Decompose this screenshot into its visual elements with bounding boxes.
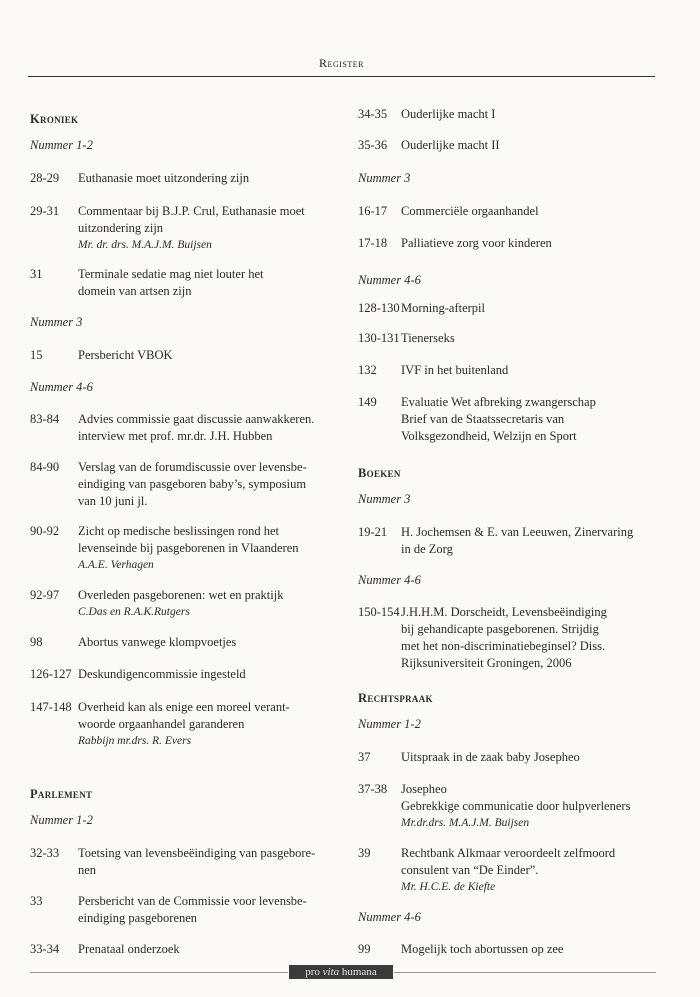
entry-title-line: Rechtbank Alkmaar veroordeelt zelfmoord	[401, 846, 616, 860]
page-range: 147-148	[30, 700, 72, 714]
entry-title-line: Terminale sedatie mag niet louter het	[78, 267, 264, 281]
page-range: 35-36	[358, 138, 388, 152]
register-entry	[358, 203, 658, 220]
entry-title-line: uitzondering zijn	[78, 221, 164, 235]
register-entry	[358, 137, 658, 154]
section-heading: Parlement	[30, 787, 93, 801]
entry-title-line: consulent van “De Einder”.	[401, 863, 539, 877]
issue-label: Nummer 3	[30, 315, 83, 329]
entry-author: Mr. H.C.E. de Kiefte	[401, 881, 496, 893]
register-entry	[30, 587, 330, 621]
page-title: Register	[319, 56, 364, 70]
page-range: 37-38	[358, 782, 388, 796]
page-range: 33-34	[30, 942, 60, 956]
entry-title-line: Persbericht VBOK	[78, 348, 173, 362]
page-range: 128-130	[358, 301, 400, 315]
entry-title-line: Rijksuniversiteit Groningen, 2006	[401, 656, 572, 670]
register-entry	[358, 394, 658, 445]
section-heading: Kroniek	[30, 112, 79, 126]
page-range: 90-92	[30, 524, 60, 538]
issue-label: Nummer 4-6	[358, 910, 421, 924]
issue-label: Nummer 1-2	[30, 138, 93, 152]
page-range: 99	[358, 942, 371, 956]
entry-title-line: Volksgezondheid, Welzijn en Sport	[401, 429, 577, 443]
register-entry	[358, 941, 658, 958]
entry-title-line: Tienerseks	[401, 331, 455, 345]
register-entry	[358, 362, 658, 379]
register-entry	[358, 604, 658, 672]
entry-title-line: Gebrekkige communicatie door hulpverleners	[401, 799, 631, 813]
entry-title-line: Overheid kan als enige een moreel verant-	[78, 700, 290, 714]
entry-title-line: Euthanasie moet uitzondering zijn	[78, 171, 250, 185]
register-entry	[358, 235, 658, 252]
entry-title-line: Mogelijk toch abortussen op zee	[401, 942, 564, 956]
entry-title-line: met het non-discriminatiebeginsel? Diss.	[401, 639, 606, 653]
entry-title-line: Overleden pasgeborenen: wet en praktijk	[78, 588, 284, 602]
page-range: 17-18	[358, 236, 388, 250]
issue-label: Nummer 3	[358, 492, 411, 506]
register-entry	[358, 845, 658, 896]
entry-title-line: Deskundigencommissie ingesteld	[78, 667, 246, 681]
issue-label: Nummer 1-2	[358, 717, 421, 731]
register-entry	[30, 523, 330, 574]
issue-label: Nummer 3	[358, 171, 411, 185]
entry-title-line: Toetsing van levensbeëindiging van pasgebore-	[78, 846, 316, 860]
register-entry	[30, 203, 330, 254]
entry-title-line: Prenataal onderzoek	[78, 942, 180, 956]
register-entry	[358, 781, 658, 832]
entry-title-line: Commentaar bij B.J.P. Crul, Euthanasie moet	[78, 204, 305, 218]
register-entry	[358, 330, 658, 347]
page-range: 28-29	[30, 171, 60, 185]
page-range: 132	[358, 363, 377, 377]
entry-title-line: Palliatieve zorg voor kinderen	[401, 236, 552, 250]
entry-title-line: eindiging pasgeborenen	[78, 911, 198, 925]
entry-title-line: Ouderlijke macht I	[401, 107, 496, 121]
register-entry	[30, 266, 330, 300]
footer-rule-left	[30, 972, 288, 973]
entry-author: C.Das en R.A.K.Rutgers	[78, 606, 190, 618]
entry-title-line: Zicht op medische beslissingen rond het	[78, 524, 280, 538]
register-entry	[30, 845, 330, 879]
entry-title-line: bij gehandicapte pasgeborenen. Strijdig	[401, 622, 599, 636]
register-entry	[358, 524, 658, 558]
entry-title-line: interview met prof. mr.dr. J.H. Hubben	[78, 429, 273, 443]
entry-author: Rabbijn mr.drs. R. Evers	[78, 735, 192, 747]
page-range: 130-131	[358, 331, 400, 345]
entry-title-line: eindiging van pasgeboren baby’s, symposium	[78, 477, 307, 491]
entry-author: Mr. dr. drs. M.A.J.M. Buijsen	[78, 239, 212, 251]
entry-title-line: Abortus vanwege klompvoetjes	[78, 635, 237, 649]
entry-title-line: J.H.H.M. Dorscheidt, Levensbeëindiging	[401, 605, 607, 619]
footer-rule-right	[394, 972, 656, 973]
register-entry	[30, 347, 330, 364]
section-heading: Boeken	[358, 466, 401, 480]
entry-author: Mr.dr.drs. M.A.J.M. Buijsen	[401, 817, 530, 829]
entry-title-line: in de Zorg	[401, 542, 453, 556]
footer-journal-name: pro vita humana	[289, 965, 393, 979]
page-range: 29-31	[30, 204, 60, 218]
page-range: 34-35	[358, 107, 388, 121]
register-entry	[30, 893, 330, 927]
register-entry	[30, 411, 330, 445]
register-entry	[358, 106, 658, 123]
page-range: 16-17	[358, 204, 388, 218]
page-range: 19-21	[358, 525, 388, 539]
entry-title-line: domein van artsen zijn	[78, 284, 192, 298]
page-range: 37	[358, 750, 371, 764]
entry-title-line: Verslag van de forumdiscussie over levensbe-	[78, 460, 307, 474]
page-range: 15	[30, 348, 43, 362]
entry-title-line: H. Jochemsen & E. van Leeuwen, Zinervaring	[401, 525, 634, 539]
register-entry	[30, 941, 330, 958]
entry-author: A.A.E. Verhagen	[78, 559, 154, 571]
section-heading: Rechtspraak	[358, 691, 433, 705]
entry-title-line: Uitspraak in de zaak baby Josepheo	[401, 750, 580, 764]
entry-title-line: Commerciële orgaanhandel	[401, 204, 539, 218]
page-range: 92-97	[30, 588, 60, 602]
entry-title-line: Persbericht van de Commissie voor levensbe-	[78, 894, 307, 908]
register-entry	[30, 699, 330, 750]
issue-label: Nummer 4-6	[30, 380, 93, 394]
page-range: 98	[30, 635, 43, 649]
page-range: 126-127	[30, 667, 72, 681]
page-range: 149	[358, 395, 377, 409]
register-entry	[358, 300, 658, 317]
page-range: 150-154	[358, 605, 400, 619]
page-range: 32-33	[30, 846, 60, 860]
register-entry	[358, 749, 658, 766]
entry-title-line: woorde orgaanhandel garanderen	[78, 717, 245, 731]
entry-title-line: IVF in het buitenland	[401, 363, 509, 377]
register-entry	[30, 170, 330, 187]
entry-title-line: Josepheo	[401, 782, 447, 796]
entry-title-line: Ouderlijke macht II	[401, 138, 500, 152]
page-range: 39	[358, 846, 371, 860]
entry-title-line: van 10 juni jl.	[78, 494, 148, 508]
entry-title-line: Evaluatie Wet afbreking zwangerschap	[401, 395, 596, 409]
page-range: 31	[30, 267, 43, 281]
entry-title-line: levenseinde bij pasgeborenen in Vlaanderen	[78, 541, 299, 555]
page-range: 84-90	[30, 460, 60, 474]
page-range: 33	[30, 894, 43, 908]
issue-label: Nummer 1-2	[30, 813, 93, 827]
entry-title-line: Morning-afterpil	[401, 301, 486, 315]
register-entry	[30, 666, 330, 683]
issue-label: Nummer 4-6	[358, 573, 421, 587]
page-range: 83-84	[30, 412, 60, 426]
issue-label: Nummer 4-6	[358, 273, 421, 287]
register-entry	[30, 634, 330, 651]
register-entry	[30, 459, 330, 510]
title-rule	[28, 76, 655, 77]
entry-title-line: nen	[78, 863, 97, 877]
entry-title-line: Brief van de Staatssecretaris van	[401, 412, 565, 426]
entry-title-line: Advies commissie gaat discussie aanwakkeren.	[78, 412, 315, 426]
